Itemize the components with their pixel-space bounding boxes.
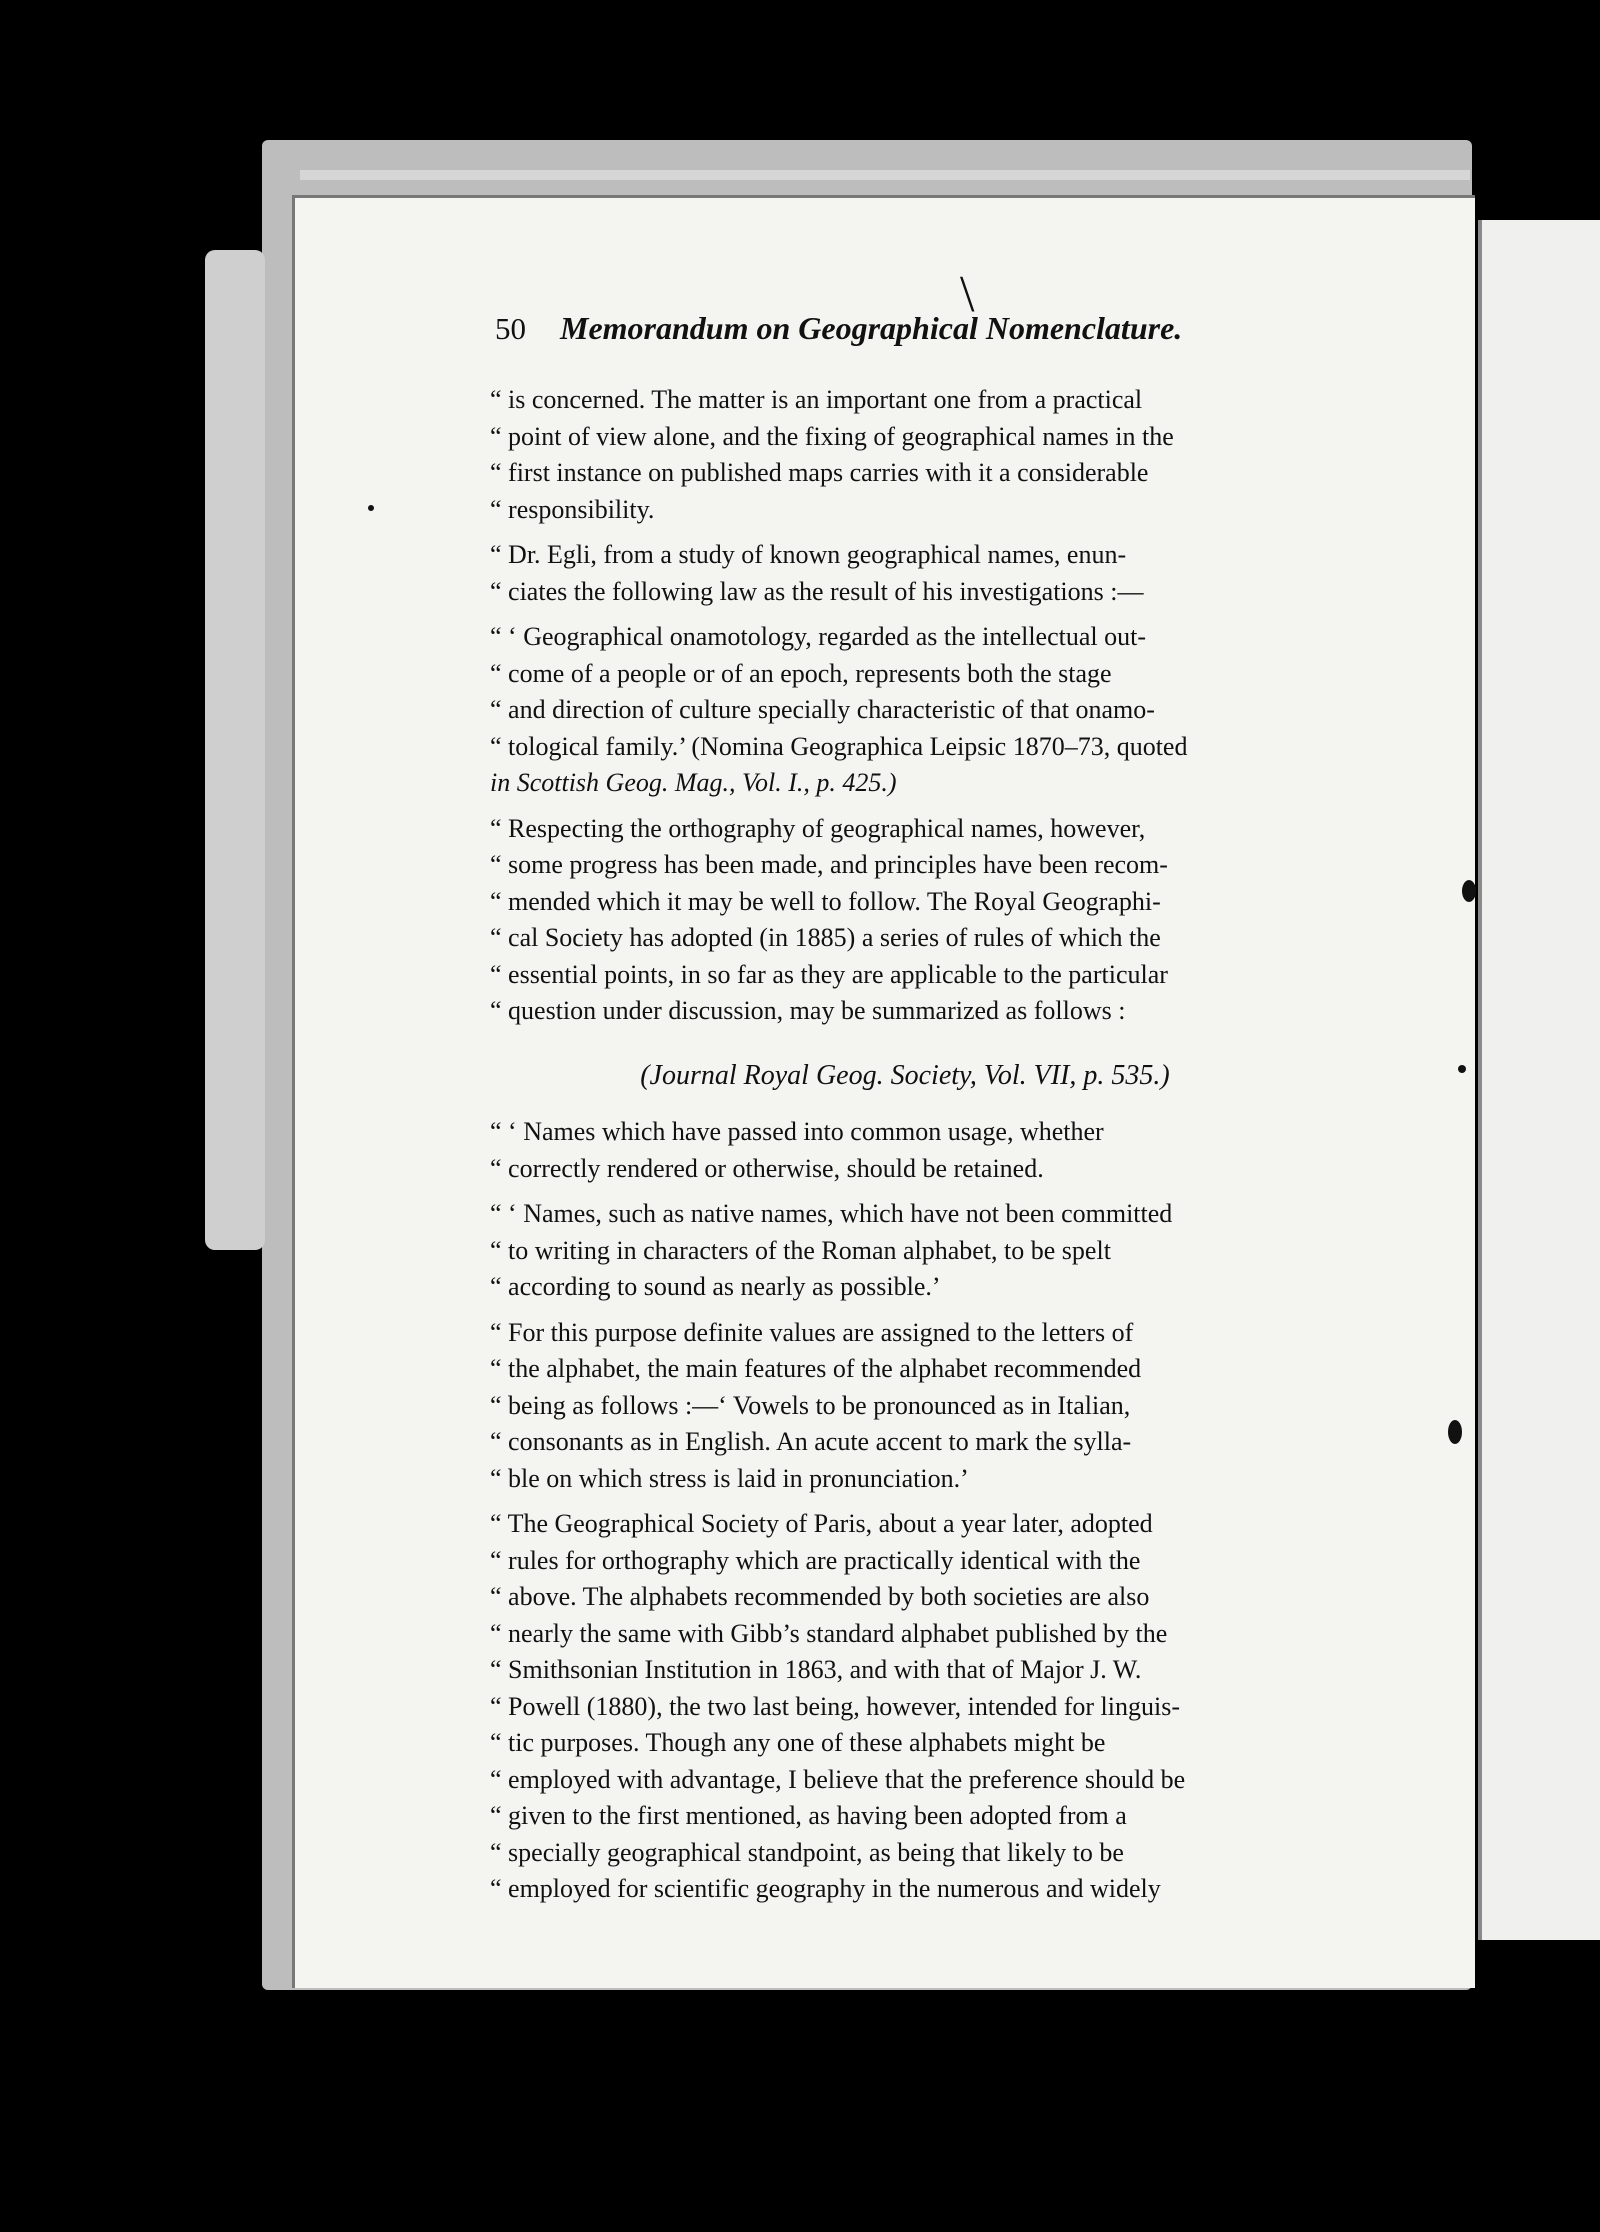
text-line: “ point of view alone, and the fixing of geographical names in the bbox=[490, 421, 1174, 451]
text-line: “ first instance on published maps carries with it a considerable bbox=[490, 458, 1149, 487]
text-line: “ ‘ Geographical onamotology, regarded as the intellectual out- bbox=[490, 622, 1147, 651]
text-line: “ nearly the same with Gibb’s standard alphabet published by the bbox=[490, 1618, 1168, 1648]
text-line: “ cal Society has adopted (in 1885) a series of rules of which the bbox=[490, 923, 1161, 952]
text-line: “ the alphabet, the main features of the alphabet recommended bbox=[490, 1354, 1142, 1383]
text-line: “ ciates the following law as the result of his investigations :— bbox=[490, 576, 1144, 606]
paragraph bbox=[490, 537, 1320, 610]
section-marker: \ bbox=[960, 266, 975, 323]
text-line: “ consonants as in English. An acute accent to mark the sylla- bbox=[490, 1427, 1132, 1456]
text-line: “ is concerned. The matter is an important one from a practical bbox=[490, 385, 1143, 414]
text-line: “ given to the first mentioned, as having been adopted from a bbox=[490, 1801, 1127, 1830]
text-line: “ above. The alphabets recommended by both societies are also bbox=[490, 1582, 1150, 1611]
facing-page-edge bbox=[1478, 220, 1600, 1940]
text-line: “ employed for scientific geography in the numerous and widely bbox=[490, 1874, 1161, 1903]
text-line: “ some progress has been made, and principles have been recom- bbox=[490, 850, 1168, 879]
text-line: “ rules for orthography which are practically identical with the bbox=[490, 1545, 1141, 1575]
text-line: “ ‘ Names, such as native names, which have not been committed bbox=[490, 1199, 1173, 1228]
text-line: “ employed with advantage, I believe that the preference should be bbox=[490, 1764, 1186, 1794]
text-line: “ responsibility. bbox=[490, 494, 655, 524]
paragraph bbox=[490, 1506, 1320, 1908]
body-text bbox=[490, 382, 1320, 1917]
text-line: “ The Geographical Society of Paris, about a year later, adopted bbox=[490, 1509, 1153, 1538]
text-line: “ tic purposes. Though any one of these alphabets might be bbox=[490, 1728, 1106, 1757]
paragraph bbox=[490, 811, 1320, 1030]
text-line: “ question under discussion, may be summarized as follows : bbox=[490, 996, 1126, 1025]
text-line: “ ble on which stress is laid in pronunciation.’ bbox=[490, 1463, 969, 1493]
text-line: “ according to sound as nearly as possible.’ bbox=[490, 1272, 941, 1301]
text-line: “ Dr. Egli, from a study of known geographical names, enun- bbox=[490, 540, 1127, 569]
paragraph bbox=[490, 382, 1320, 528]
citation: (Journal Royal Geog. Society, Vol. VII, p. 535.) bbox=[640, 1059, 1170, 1091]
text-line: “ essential points, in so far as they are applicable to the particular bbox=[490, 959, 1168, 989]
paragraph bbox=[490, 1196, 1320, 1306]
text-line: “ specially geographical standpoint, as being that likely to be bbox=[490, 1837, 1124, 1867]
text-line: “ correctly rendered or otherwise, should be retained. bbox=[490, 1153, 1044, 1183]
text-line: “ Powell (1880), the two last being, however, intended for linguis- bbox=[490, 1691, 1180, 1721]
torn-page-edge bbox=[205, 250, 265, 1250]
scan-speck bbox=[1448, 1420, 1462, 1444]
text-line: “ tological family.’ (Nomina Geographica Leipsic 1870–73, quoted bbox=[490, 731, 1188, 761]
paragraph bbox=[490, 1114, 1320, 1187]
text-line: in Scottish Geog. Mag., Vol. I., p. 425.) bbox=[490, 768, 897, 797]
paragraph bbox=[490, 1315, 1320, 1498]
scan-speck bbox=[1462, 880, 1476, 902]
text-line: “ come of a people or of an epoch, represents both the stage bbox=[490, 658, 1112, 688]
page-header bbox=[495, 310, 1235, 347]
text-line: “ ‘ Names which have passed into common usage, whether bbox=[490, 1117, 1104, 1146]
paragraph bbox=[490, 619, 1320, 802]
scan-speck bbox=[368, 505, 374, 511]
page-edge-strip bbox=[300, 170, 1470, 180]
scan-speck bbox=[1458, 1065, 1466, 1073]
text-line: “ mended which it may be well to follow. The Royal Geographi- bbox=[490, 886, 1161, 916]
text-line: “ Respecting the orthography of geographical names, however, bbox=[490, 813, 1146, 843]
text-line: “ Smithsonian Institution in 1863, and with that of Major J. W. bbox=[490, 1655, 1142, 1684]
page-number: 50 bbox=[495, 311, 526, 346]
running-title: Memorandum on Geographical Nomenclature. bbox=[560, 310, 1183, 346]
text-line: “ being as follows :—‘ Vowels to be pronounced as in Italian, bbox=[490, 1390, 1131, 1420]
text-line: “ and direction of culture specially characteristic of that onamo- bbox=[490, 695, 1155, 724]
text-line: “ For this purpose definite values are assigned to the letters of bbox=[490, 1317, 1134, 1347]
text-line: “ to writing in characters of the Roman alphabet, to be spelt bbox=[490, 1235, 1111, 1265]
